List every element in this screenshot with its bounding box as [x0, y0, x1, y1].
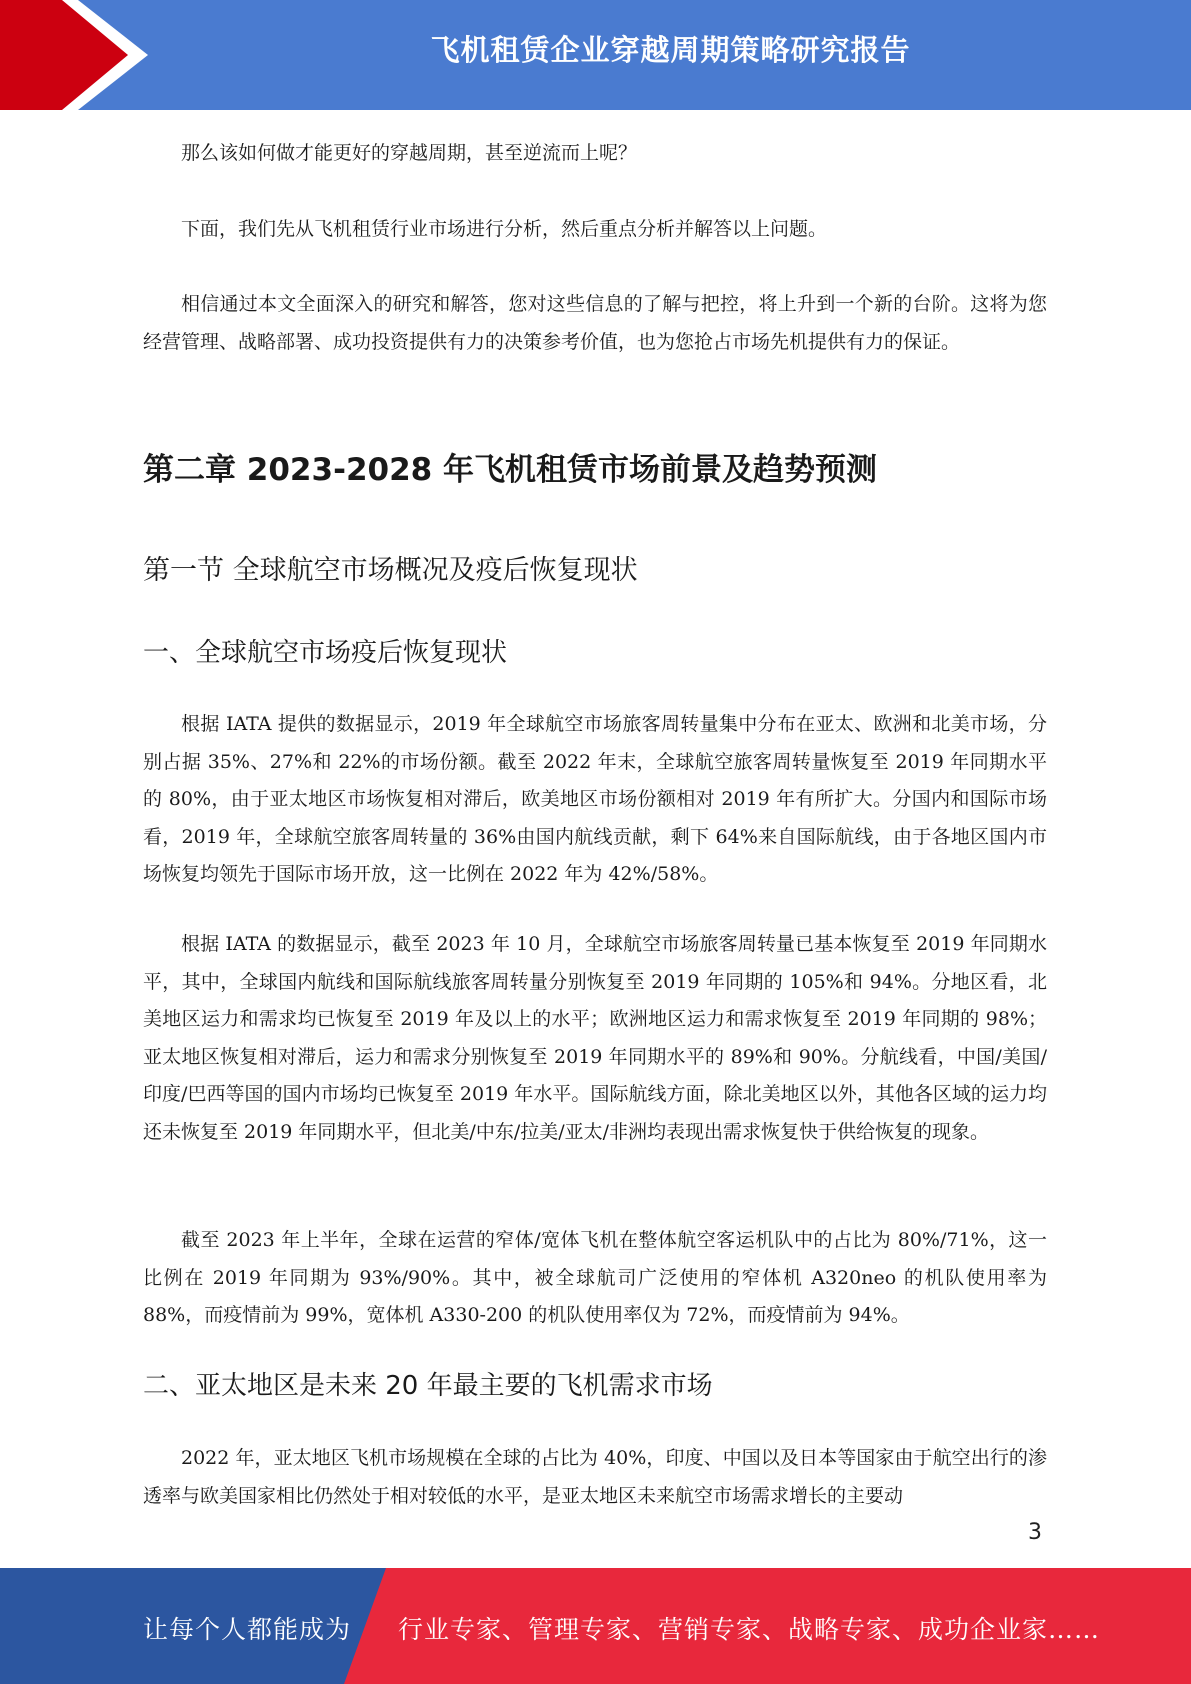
- body-paragraph-2: 根据 IATA 的数据显示，截至 2023 年 10 月，全球航空市场旅客周转量已基本恢复至 2019 年同期水平，其中，全球国内航线和国际航线旅客周转量分别恢复至 2019 年同期的 105%和 94%。分地区看，北美地区运力和需求均已恢复至 2019 年及以上的水平；欧洲地区运力和需求恢复至 2019 年同期的 98%；亚太地区恢复相对滞后，运力和需求分别恢复至 2019 年同期水平的 89%和 90%。分航线看，中国/美国/印度/巴西等国的国内市场均已恢复至 2019 年水平。国际航线方面，除北美地区以外，其他各区域的运力均还未恢复至 2019 年同期水平，但北美/中东/拉美/亚太/非洲均表现出需求恢复快于供给恢复的现象。: [143, 933, 1047, 1143]
- report-title: 飞机租赁企业穿越周期策略研究报告: [430, 33, 911, 67]
- body-paragraph-3: 截至 2023 年上半年，全球在运营的窄体/宽体飞机在整体航空客运机队中的占比为 80%/71%，这一比例在 2019 年同期为 93%/90%。其中，被全球航司广泛使用的窄体机 A320neo 的机队使用率为 88%，而疫情前为 99%，宽体机 A330-200 的机队使用率仅为 72%，而疫情前为 94%。: [143, 1229, 1047, 1326]
- intro-paragraph-1: 那么该如何做才能更好的穿越周期，甚至逆流而上呢？: [181, 142, 638, 164]
- intro-paragraph-3: 相信通过本文全面深入的研究和解答，您对这些信息的了解与把控，将上升到一个新的台阶。这将为您经营管理、战略部署、成功投资提供有力的决策参考价值，也为您抢占市场先机提供有力的保证。: [143, 293, 1047, 353]
- intro-paragraph-2: 下面，我们先从飞机租赁行业市场进行分析，然后重点分析并解答以上问题。: [181, 218, 828, 240]
- subsection-heading-2: 二、亚太地区是未来 20 年最主要的飞机需求市场: [143, 1371, 713, 1401]
- body-paragraph-1: 根据 IATA 提供的数据显示，2019 年全球航空市场旅客周转量集中分布在亚太、欧洲和北美市场，分别占据 35%、27%和 22%的市场份额。截至 2022 年末，全球航空旅客周转量恢复至 2019 年同期水平的 80%，由于亚太地区市场恢复相对滞后，欧美地区市场份额相对 2019 年有所扩大。分国内和国际市场看，2019 年，全球航空旅客周转量的 36%由国内航线贡献，剩下 64%来自国际航线，由于各地区国内市场恢复均领先于国际市场开放，这一比例在 2022 年为 42%/58%。: [143, 713, 1047, 885]
- page-footer: [0, 1568, 1191, 1684]
- page-header: [0, 0, 1191, 110]
- footer-slogan-right: 行业专家、管理专家、营销专家、战略专家、成功企业家……: [398, 1615, 1101, 1644]
- section-heading: 第一节 全球航空市场概况及疫后恢复现状: [143, 555, 638, 586]
- footer-slogan-left: 让每个人都能成为: [143, 1615, 352, 1644]
- body-paragraph-4: 2022 年，亚太地区飞机市场规模在全球的占比为 40%，印度、中国以及日本等国家由于航空出行的渗透率与欧美国家相比仍然处于相对较低的水平，是亚太地区未来航空市场需求增长的主要动: [143, 1447, 1047, 1507]
- chapter-heading: 第二章 2023-2028 年飞机租赁市场前景及趋势预测: [143, 452, 878, 488]
- page-number: 3: [1028, 1520, 1042, 1545]
- subsection-heading-1: 一、全球航空市场疫后恢复现状: [143, 638, 508, 668]
